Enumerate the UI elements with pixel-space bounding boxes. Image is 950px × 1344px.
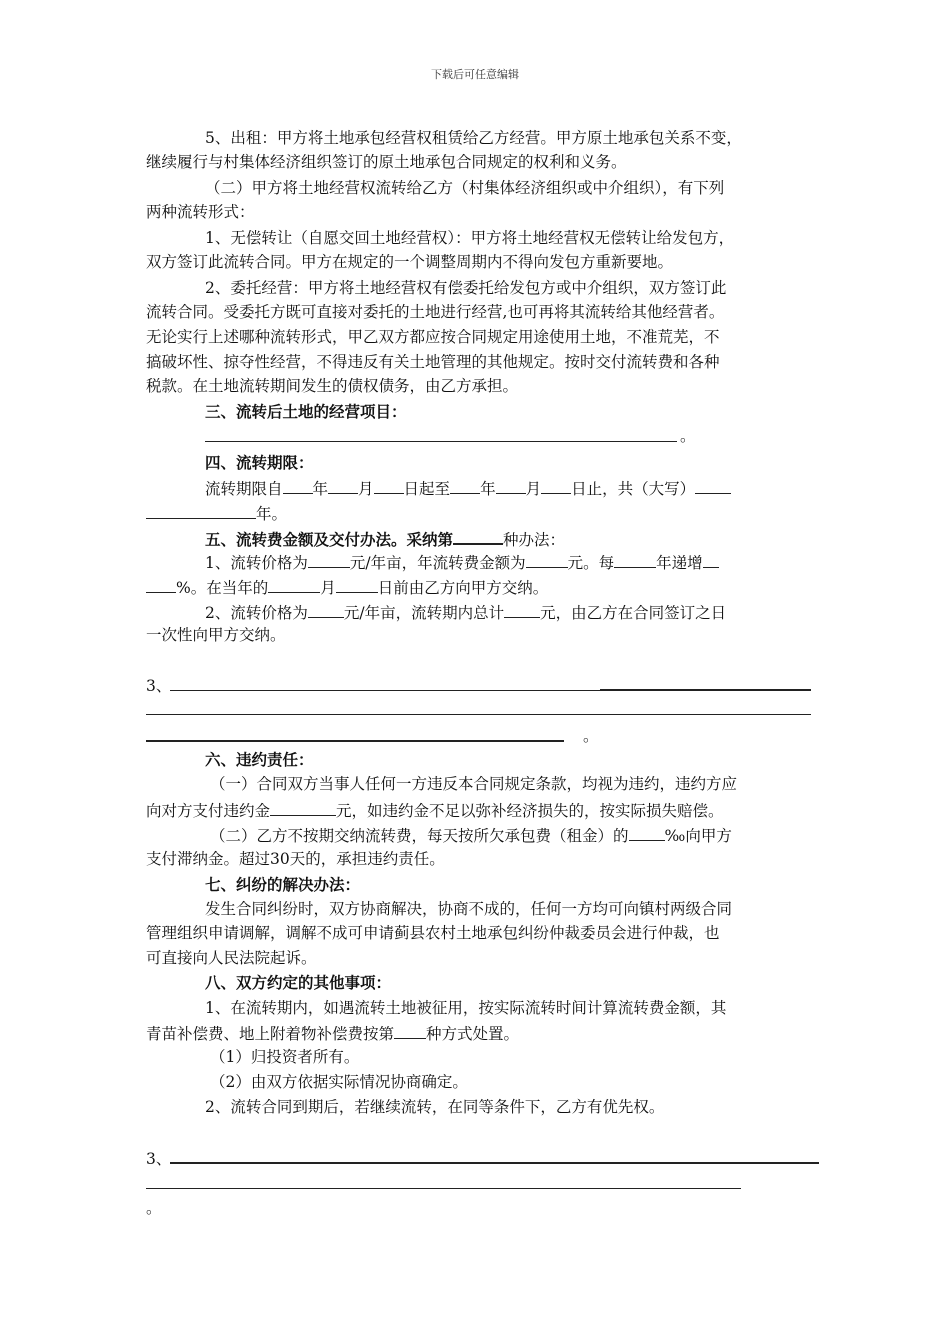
heading-section-4: 四、流转期限： xyxy=(205,453,314,472)
fee-option-1b: %。在当年的 月 日前由乙方向甲方交纳。 xyxy=(146,576,548,598)
dispute-3: 可直接向人民法院起诉。 xyxy=(146,949,317,967)
para-entrust-1: 2、委托经营：甲方将土地经营权有偿委托给发包方或中介组织，双方签订此 xyxy=(205,279,727,297)
para-free-1: 1、无偿转让（自愿交回土地经营权）：甲方将土地经营权无偿转让给发包方， xyxy=(205,229,735,247)
other-2: 2、流转合同到期后，若继续流转，在同等条件下，乙方有优先权。 xyxy=(205,1098,665,1116)
blank-other-3a xyxy=(170,1162,819,1164)
para-entrust-3: 无论实行上述哪种流转形式，甲乙双方都应按合同规定用途使用土地，不准荒芜，不 xyxy=(146,328,720,346)
para-transfer-2: 两种流转形式： xyxy=(146,203,255,221)
period-mark: 。 xyxy=(680,427,696,445)
blank-fee-3c xyxy=(146,714,811,715)
heading-section-8: 八、双方约定的其他事项： xyxy=(205,973,392,992)
para-lease-2: 继续履行与村集体经济组织签订的原土地承包合同规定的权利和义务。 xyxy=(146,153,627,171)
period-mark: 。 xyxy=(583,727,599,745)
para-entrust-4: 搞破坏性、掠夺性经营，不得违反有关土地管理的其他规定。按时交付流转费和各种 xyxy=(146,353,720,371)
heading-section-7: 七、纠纷的解决办法： xyxy=(205,875,361,894)
fee-option-1a: 1、流转价格为 元/年亩，年流转费金额为 元。每 年递增 xyxy=(205,551,719,573)
breach-1b: 向对方支付违约金 元，如违约金不足以弥补经济损失的，按实际损失赔偿。 xyxy=(146,799,724,821)
heading-section-5: 五、流转费金额及交付办法。采纳第 种办法： xyxy=(205,527,565,550)
term-line-1: 流转期限自 年 月 日起至 年 月 日止，共（大写） xyxy=(205,477,731,499)
breach-2a: （二）乙方不按期交纳流转费，每天按所欠承包费（租金）的 ‰向甲方 xyxy=(210,824,732,846)
other-3-label: 3、 xyxy=(146,1150,172,1168)
heading-section-3: 三、流转后土地的经营项目： xyxy=(205,402,407,421)
heading-section-6: 六、违约责任： xyxy=(205,750,314,769)
breach-1a: （一）合同双方当事人任何一方违反本合同规定条款，均视为违约，违约方应 xyxy=(210,775,738,793)
other-1a: 1、在流转期内，如遇流转土地被征用，按实际流转时间计算流转费金额，其 xyxy=(205,999,727,1017)
fee-option-2a: 2、流转价格为 元/年亩，流转期内总计 元，由乙方在合同签订之日 xyxy=(205,601,726,623)
breach-2b: 支付滞纳金。超过30天的，承担违约责任。 xyxy=(146,850,445,868)
blank-project xyxy=(205,441,677,442)
blank-fee-3d xyxy=(146,740,564,742)
para-free-2: 双方签订此流转合同。甲方在规定的一个调整周期内不得向发包方重新要地。 xyxy=(146,253,674,271)
period-mark: 。 xyxy=(146,1199,162,1217)
blank-fee-3b xyxy=(600,689,811,691)
page-header: 下载后可任意编辑 xyxy=(431,68,519,81)
para-transfer-1: （二）甲方将土地经营权流转给乙方（村集体经济组织或中介组织），有下列 xyxy=(205,179,725,197)
fee-option-3-label: 3、 xyxy=(146,677,172,695)
para-entrust-5: 税款。在土地流转期间发生的债权债务，由乙方承担。 xyxy=(146,377,519,395)
fee-option-2b: 一次性向甲方交纳。 xyxy=(146,626,286,644)
para-entrust-2: 流转合同。受委托方既可直接对委托的土地进行经营,也可再将其流转给其他经营者。 xyxy=(146,303,725,321)
term-line-2: 年。 xyxy=(146,502,287,524)
para-lease-1: 5、出租：甲方将土地承包经营权租赁给乙方经营。甲方原土地承包关系不变， xyxy=(205,129,742,147)
dispute-1: 发生合同纠纷时，双方协商解决，协商不成的，任何一方均可向镇村两级合同 xyxy=(205,900,733,918)
blank-fee-3a xyxy=(170,690,600,691)
dispute-2: 管理组织申请调解，调解不成可申请蓟县农村土地承包纠纷仲裁委员会进行仲裁，也 xyxy=(146,924,720,942)
blank-other-3b xyxy=(146,1188,741,1189)
other-1b: 青苗补偿费、地上附着物补偿费按第 种方式处置。 xyxy=(146,1022,519,1044)
other-option-1: （1）归投资者所有。 xyxy=(210,1048,360,1066)
other-option-2: （2）由双方依据实际情况协商确定。 xyxy=(210,1073,468,1091)
